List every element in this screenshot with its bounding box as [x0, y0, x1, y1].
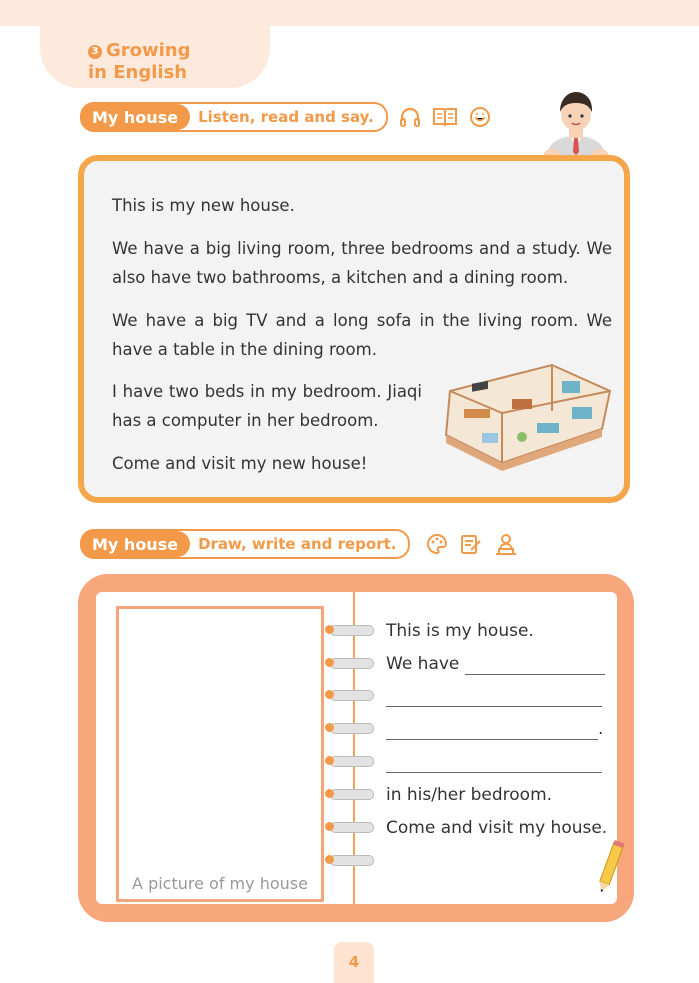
line-4	[386, 719, 603, 740]
spiral-ring	[330, 625, 374, 636]
house-floorplan-image	[442, 351, 612, 471]
palette-icon	[425, 532, 449, 556]
section1-heading	[80, 102, 388, 132]
spiral-ring	[330, 690, 374, 701]
page-number: 4	[334, 942, 374, 983]
blank-3[interactable]	[386, 719, 598, 740]
boy-illustration	[540, 88, 612, 160]
line-6: in his/her bedroom.	[386, 785, 553, 805]
picture-caption: A picture of my house	[132, 874, 308, 893]
picture-drawing-area[interactable]	[116, 606, 324, 902]
blank-1[interactable]	[465, 654, 605, 675]
paragraph-3: We have a big TV and a long sofa in the living room. We have a table in the dining room.	[112, 311, 612, 359]
section2-tag: My house	[80, 531, 190, 557]
paragraph-1: This is my new house.	[112, 196, 295, 215]
line-2	[386, 654, 605, 675]
unit-title-line2: in English	[88, 62, 188, 83]
spiral-ring	[330, 789, 374, 800]
speech-icon	[468, 105, 492, 129]
section1-instruction: Listen, read and say.	[198, 108, 374, 126]
line-3	[386, 686, 602, 707]
paragraph-4: I have two beds in my bedroom. Jiaqi has a computer in her bedroom.	[112, 382, 422, 430]
unit-number: 3	[88, 45, 102, 59]
report-icon	[493, 532, 519, 556]
unit-title	[88, 40, 191, 84]
line-7: Come and visit my house.	[386, 818, 608, 838]
blank-4[interactable]	[386, 752, 602, 773]
headphones-icon	[398, 105, 422, 129]
section1-icons	[398, 105, 492, 129]
section2-icons	[425, 532, 519, 556]
pencil-icon	[592, 838, 628, 898]
write-icon	[459, 532, 483, 556]
notebook-card	[78, 574, 634, 922]
spiral-ring	[330, 822, 374, 833]
paragraph-5: Come and visit my new house!	[112, 454, 368, 473]
line-4-period: .	[598, 719, 604, 739]
section2-instruction: Draw, write and report.	[198, 535, 397, 553]
blank-2[interactable]	[386, 686, 602, 707]
spiral-ring	[330, 658, 374, 669]
section1-tag: My house	[80, 104, 190, 130]
spiral-ring	[330, 723, 374, 734]
spiral-ring	[330, 756, 374, 767]
paragraph-2: We have a big living room, three bedrooms and a study. We also have two bathrooms, a kitchen and a dining room.	[112, 239, 612, 287]
book-icon	[432, 105, 458, 129]
line-1: This is my house.	[386, 621, 534, 641]
line-2-text: We have	[386, 654, 460, 674]
spiral-ring	[330, 855, 374, 866]
line-5	[386, 752, 602, 773]
section2-heading	[80, 529, 410, 559]
reading-card	[78, 155, 630, 503]
unit-title-line1: Growing	[106, 40, 191, 61]
